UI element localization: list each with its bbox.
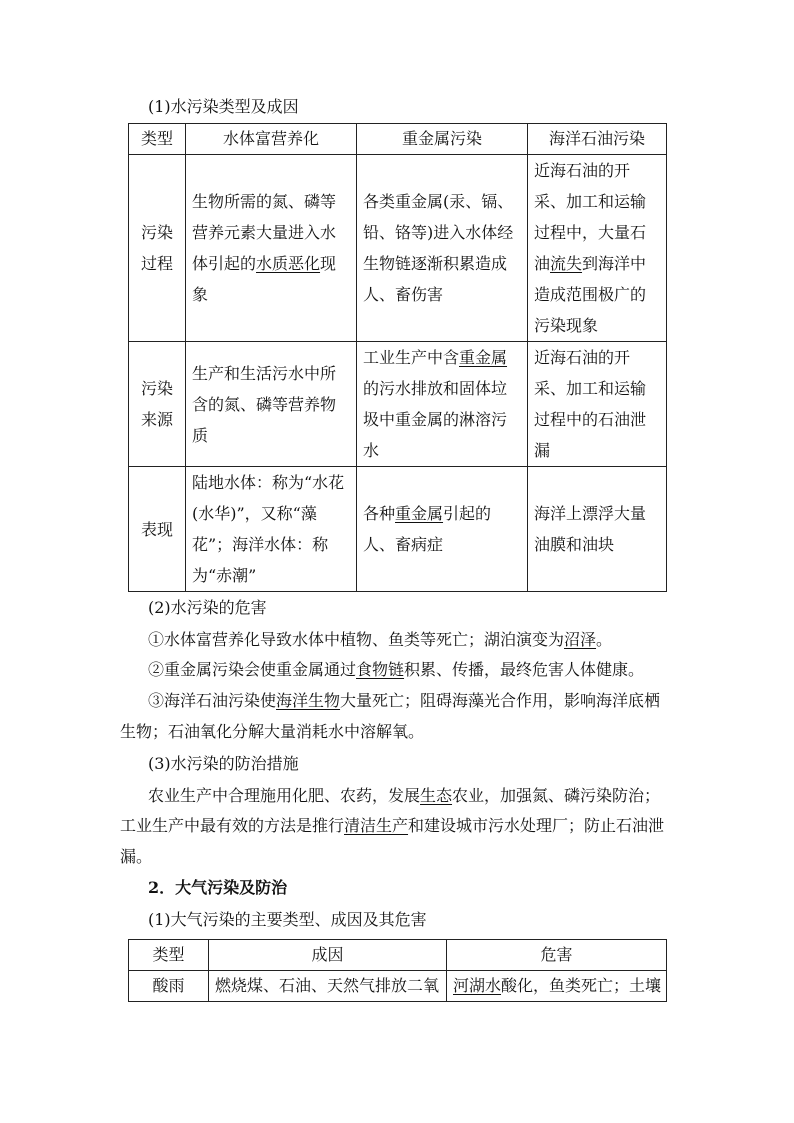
- cell-acid-rain-harm: 河湖水酸化，鱼类死亡；土壤: [447, 971, 667, 1002]
- measures-line-2: 工业生产中最有效的方法是推行清洁生产和建设城市污水处理厂；防止石油泄: [120, 816, 665, 835]
- water-pollution-table: [128, 123, 667, 592]
- cell-process-oil: 近海石油的开采、加工和运输过程中，大量石油流失到海洋中造成范围极广的污染现象: [528, 155, 667, 342]
- header-eutrophication: 水体富营养化: [186, 124, 357, 155]
- table-row: [129, 971, 667, 1002]
- cell-process-eutrophication: 生物所需的氮、磷等营养元素大量进入水体引起的水质恶化现象: [186, 155, 357, 342]
- section-title-water-pollution-types: (1)水污染类型及成因: [148, 97, 299, 116]
- row-label-source: 污染来源: [129, 342, 186, 467]
- header-type: 类型: [129, 124, 186, 155]
- header-harm: 危害: [447, 940, 667, 971]
- cell-process-heavy-metal: 各类重金属(汞、镉、铅、铬等)进入水体经生物链逐渐积累造成人、畜伤害: [357, 155, 528, 342]
- cell-source-oil: 近海石油的开采、加工和运输过程中的石油泄漏: [528, 342, 667, 467]
- section-title-air-pollution-types: (1)大气污染的主要类型、成因及其危害: [148, 910, 427, 929]
- harm-paragraph-3-line-2: 生物；石油氧化分解大量消耗水中溶解氧。: [120, 722, 425, 741]
- table-row: [129, 467, 667, 592]
- header-heavy-metal: 重金属污染: [357, 124, 528, 155]
- cell-source-heavy-metal: 工业生产中含重金属的污水排放和固体垃圾中重金属的淋溶污水: [357, 342, 528, 467]
- measures-line-3: 漏。: [120, 847, 153, 866]
- cell-acid-rain-type: 酸雨: [129, 971, 209, 1002]
- table-header-row: [129, 940, 667, 971]
- section-title-water-pollution-measures: (3)水污染的防治措施: [148, 754, 299, 773]
- cell-manifest-oil: 海洋上漂浮大量油膜和油块: [528, 467, 667, 592]
- section-title-water-pollution-harm: (2)水污染的危害: [148, 598, 267, 617]
- table-header-row: [129, 124, 667, 155]
- heading-air-pollution: 2．大气污染及防治: [148, 878, 288, 897]
- harm-paragraph-2: ②重金属污染会使重金属通过食物链积累、传播，最终危害人体健康。: [148, 660, 645, 679]
- row-label-manifestation: 表现: [129, 467, 186, 592]
- table-row: [129, 342, 667, 467]
- cell-acid-rain-cause: 燃烧煤、石油、天然气排放二氧: [209, 971, 447, 1002]
- air-pollution-table: [128, 939, 667, 1002]
- header-oil-pollution: 海洋石油污染: [528, 124, 667, 155]
- harm-paragraph-1: ①水体富营养化导致水体中植物、鱼类等死亡；湖泊演变为沼泽。: [148, 630, 613, 649]
- harm-paragraph-3-line-1: ③海洋石油污染使海洋生物大量死亡；阻碍海藻光合作用，影响海洋底栖: [148, 691, 661, 710]
- header-cause: 成因: [209, 940, 447, 971]
- row-label-process: 污染过程: [129, 155, 186, 342]
- measures-line-1: 农业生产中合理施用化肥、农药，发展生态农业，加强氮、磷污染防治；: [148, 786, 661, 805]
- cell-manifest-eutrophication: 陆地水体：称为“水花(水华)”，又称“藻花”；海洋水体：称为“赤潮”: [186, 467, 357, 592]
- cell-manifest-heavy-metal: 各种重金属引起的人、畜病症: [357, 467, 528, 592]
- cell-source-eutrophication: 生产和生活污水中所含的氮、磷等营养物质: [186, 342, 357, 467]
- table-row: [129, 155, 667, 342]
- header-type: 类型: [129, 940, 209, 971]
